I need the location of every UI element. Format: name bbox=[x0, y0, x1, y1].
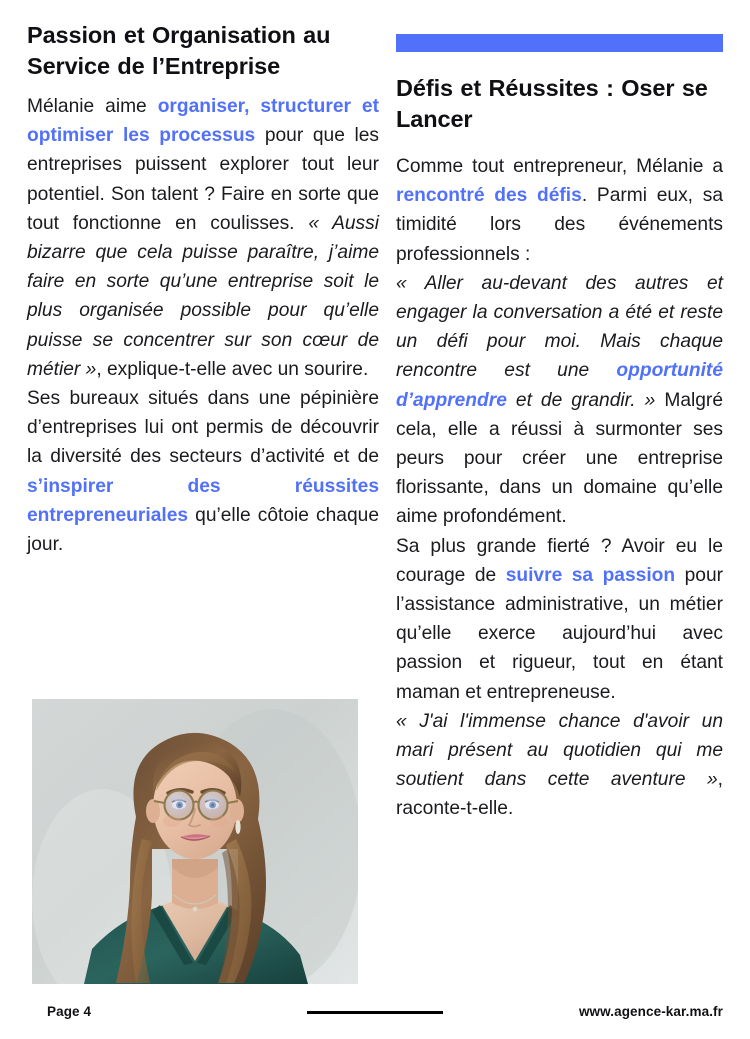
highlight-run: s’inspirer des réussites entrepreneuriales bbox=[27, 475, 379, 526]
quote-run: « J'ai l'immense chance d'avoir un mari présent au quotidien qui me soutient dans cette aventure » bbox=[396, 710, 723, 791]
text-run: Ses bureaux situés dans une pépinière d’entreprises lui ont permis de découvrir la diversité des secteurs d’activité et de bbox=[27, 388, 379, 468]
highlight-run: organiser, structurer et optimiser les processus bbox=[27, 96, 379, 147]
page-number: Page 4 bbox=[47, 1004, 92, 1019]
highlight-run: suivre sa passion bbox=[505, 564, 676, 586]
text-run: , raconte-t-elle. bbox=[396, 769, 723, 820]
footer-divider bbox=[307, 1011, 443, 1014]
quote-run: « Aller au-devant des autres et engager la conversation a été et reste un défi pour moi. Mais chaque rencontre est une bbox=[396, 272, 723, 382]
paragraph bbox=[27, 92, 379, 384]
text-run: Malgré cela, elle a réussi à surmonter ses peurs pour créer une entreprise florissante, dans un domaine qu’elle aime profondément. bbox=[396, 389, 723, 528]
text-run: qu’elle côtoie chaque jour. bbox=[27, 504, 379, 556]
text-run: Mélanie aime bbox=[27, 96, 158, 117]
right-column-heading: Défis et Réussites : Oser se Lancer bbox=[396, 75, 708, 133]
text-run: Sa plus grande fierté ? Avoir eu le courage de bbox=[396, 535, 723, 586]
paragraph bbox=[396, 532, 723, 707]
right-column-body bbox=[396, 152, 723, 824]
portrait-photo bbox=[32, 699, 358, 984]
website-url[interactable]: www.agence-kar.ma.fr bbox=[578, 1004, 723, 1019]
highlight-run: rencontré des défis bbox=[396, 185, 582, 207]
text-run: . Parmi eux, sa timidité lors des événements professionnels : bbox=[396, 185, 723, 265]
page-footer bbox=[0, 1000, 750, 1039]
text-run: pour l’assistance administrative, un métier qu’elle exerce aujourd’hui avec passion et rigueur, tout en étant maman et entrepreneuse. bbox=[396, 564, 724, 703]
text-run: pour que les entreprises puissent explorer tout leur potentiel. Son talent ? Faire en sorte que tout fonctionne en coulisses. bbox=[27, 125, 379, 234]
highlight-quote-run: opportunité d’apprendre bbox=[396, 360, 723, 411]
portrait-image bbox=[32, 699, 358, 984]
quote-run: et de grandir. » bbox=[506, 389, 656, 411]
paragraph bbox=[396, 152, 723, 269]
quote-run: « Aussi bizarre que cela puisse paraître, j’aime faire en sorte qu’une entreprise soit le plus organisée possible pour qu’elle puisse se concentrer sur son cœur de métier » bbox=[27, 212, 379, 380]
paragraph bbox=[27, 384, 379, 559]
text-run: , explique-t-elle avec un sourire. bbox=[96, 358, 369, 380]
paragraph bbox=[396, 707, 723, 824]
paragraph bbox=[396, 269, 723, 532]
left-column-heading: Passion et Organisation au Service de l’Entreprise bbox=[27, 22, 331, 80]
left-column-body bbox=[27, 92, 379, 559]
text-run: Comme tout entrepreneur, Mélanie a bbox=[396, 156, 723, 177]
accent-bar bbox=[396, 34, 723, 52]
